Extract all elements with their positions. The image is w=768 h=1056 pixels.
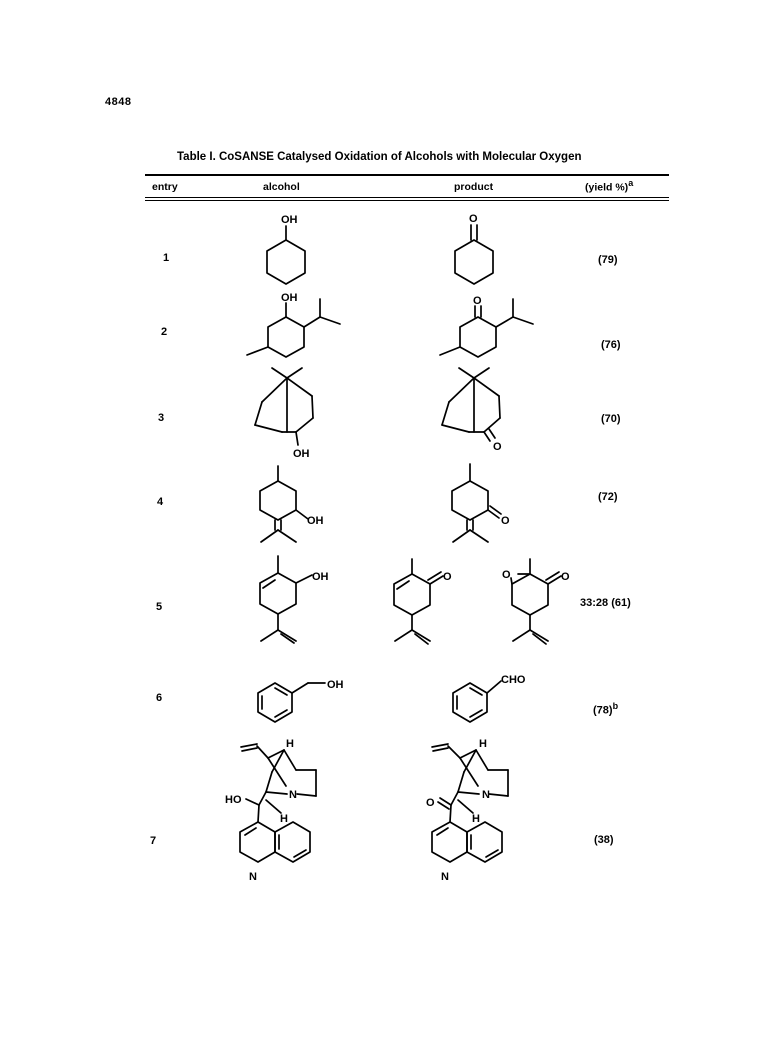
hydroxyl-label: OH xyxy=(281,292,298,304)
entry-number: 1 xyxy=(163,252,170,264)
structure-pulegone xyxy=(452,464,510,542)
nitrogen-label: N xyxy=(441,871,449,883)
header-yield-text: (yield %) xyxy=(585,181,629,194)
yield-text: (78) xyxy=(593,704,613,717)
entry-number: 2 xyxy=(161,326,168,338)
entry-number: 6 xyxy=(156,692,163,704)
structure-cinchonidinone xyxy=(426,738,508,883)
header-product: product xyxy=(454,181,494,193)
structure-carvone xyxy=(394,559,452,644)
entry-number: 4 xyxy=(157,496,164,508)
oxygen-label: O xyxy=(443,571,452,583)
nitrogen-label: N xyxy=(289,789,297,801)
nitrogen-label: N xyxy=(249,871,257,883)
oxygen-label: O xyxy=(426,797,435,809)
header-yield-footnote: a xyxy=(628,178,634,188)
structure-cinchonidine xyxy=(225,738,316,883)
structure-pulegol xyxy=(260,466,324,542)
header-alcohol: alcohol xyxy=(263,181,300,193)
nitrogen-label: N xyxy=(482,789,490,801)
yield-value: (38) xyxy=(594,834,614,846)
structure-benzaldehyde xyxy=(453,674,526,722)
header-entry: entry xyxy=(152,181,178,193)
table-title: Table I. CoSANSE Catalysed Oxidation of Alcohols with Molecular Oxygen xyxy=(177,151,582,163)
structure-camphor xyxy=(442,368,502,453)
oxygen-label: O xyxy=(469,213,478,225)
hydroxyl-label: OH xyxy=(327,679,344,691)
hydroxyl-label: OH xyxy=(307,515,324,527)
oxygen-label: O xyxy=(473,295,482,307)
hydroxyl-label: HO xyxy=(225,794,242,806)
structure-menthone xyxy=(440,295,533,357)
hydroxyl-label: OH xyxy=(293,448,310,460)
aldehyde-label: CHO xyxy=(501,674,526,686)
hydrogen-label: H xyxy=(286,738,294,750)
yield-value: (76) xyxy=(601,339,621,351)
entry-number: 7 xyxy=(150,835,157,847)
structure-cyclohexanone xyxy=(455,213,493,284)
structure-borneol xyxy=(255,368,313,460)
structure-menthol xyxy=(247,292,340,357)
hydrogen-label: H xyxy=(280,813,288,825)
yield-value: (72) xyxy=(598,491,618,503)
oxygen-label: O xyxy=(561,571,570,583)
yield-value: 33:28 (61) xyxy=(580,597,631,609)
structure-carveol xyxy=(260,556,329,643)
structure-benzyl-alcohol xyxy=(258,679,344,722)
oxygen-label: O xyxy=(493,441,502,453)
page-number: 4848 xyxy=(105,96,132,108)
entry-number: 5 xyxy=(156,601,163,613)
oxygen-label: O xyxy=(501,515,510,527)
hydrogen-label: H xyxy=(479,738,487,750)
epoxide-oxygen-label: O xyxy=(502,569,511,581)
yield-value: (70) xyxy=(601,413,621,425)
entry-number: 3 xyxy=(158,412,165,424)
yield-footnote: b xyxy=(612,701,619,711)
hydroxyl-label: OH xyxy=(281,214,298,226)
hydroxyl-label: OH xyxy=(312,571,329,583)
structure-carvone-epoxide xyxy=(502,559,570,644)
yield-value: (79) xyxy=(598,254,618,266)
structure-cyclohexanol xyxy=(267,214,305,284)
hydrogen-label: H xyxy=(472,813,480,825)
